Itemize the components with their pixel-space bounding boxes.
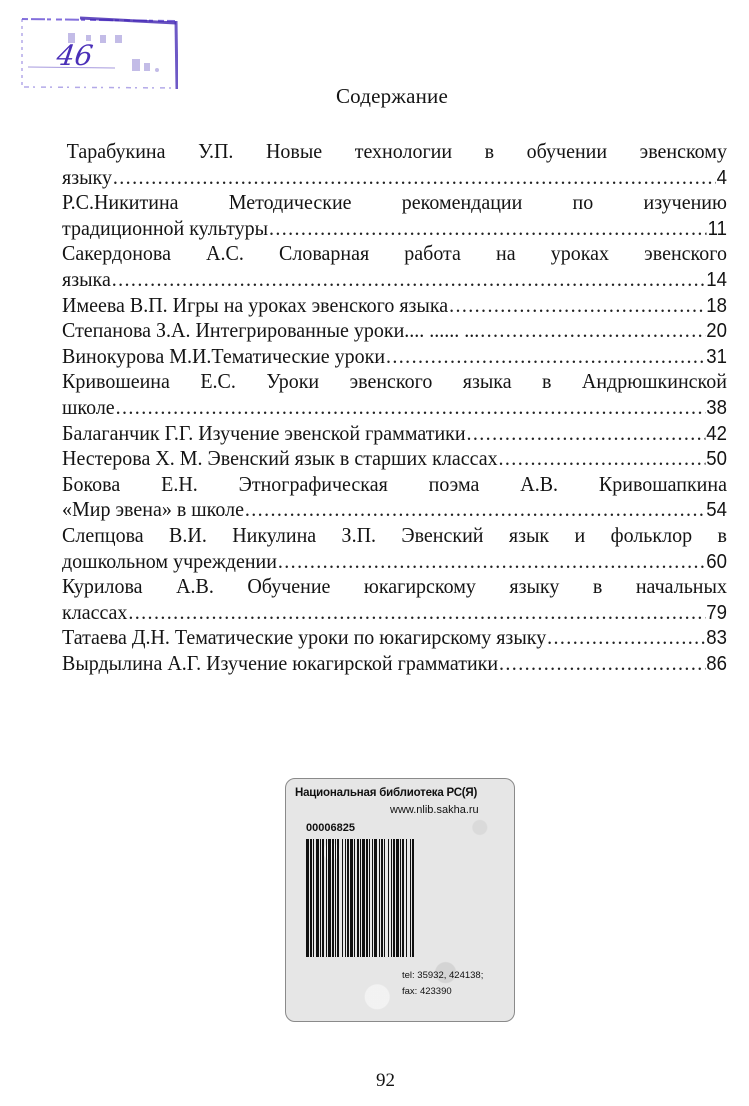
barcode-bar xyxy=(320,839,321,957)
toc-leader-dots xyxy=(245,497,705,523)
toc-entry-text: языку xyxy=(62,164,112,189)
barcode-bar xyxy=(384,839,385,957)
toc-leader-dots xyxy=(499,446,706,472)
toc-entry-text: классах xyxy=(62,599,128,624)
toc-entry xyxy=(62,421,727,447)
handwritten-number: 46 xyxy=(54,39,95,72)
toc-entry-text: школе xyxy=(62,394,115,419)
toc-entry-text: дошкольном учреждении xyxy=(62,548,277,573)
barcode-bar xyxy=(400,839,401,957)
barcode-bar xyxy=(350,839,353,957)
toc-entry-last-line xyxy=(62,165,727,191)
toc-page-number: 38 xyxy=(706,396,727,419)
toc-entry-text: Татаева Д.Н. Тематические уроки по юкагирскому языку xyxy=(62,625,547,650)
toc-page-number: 42 xyxy=(706,422,727,445)
toc-entry xyxy=(62,190,727,241)
toc-leader-dots xyxy=(116,395,706,421)
toc-entry-text: Вырдылина А.Г. Изучение юкагирской грамматики xyxy=(62,650,499,675)
barcode-bar xyxy=(332,839,334,957)
barcode-bar xyxy=(322,839,324,957)
toc-page-number: 50 xyxy=(706,448,727,471)
toc-page-number: 79 xyxy=(706,601,727,624)
barcode-bar xyxy=(357,839,359,957)
toc-entry-text: Имеева В.П. Игры на уроках эвенского языка xyxy=(62,292,449,317)
barcode-bar xyxy=(402,839,404,957)
toc-page-number: 31 xyxy=(706,345,727,368)
page-number: 92 xyxy=(376,1070,395,1091)
library-name: Национальная библиотека РС(Я) xyxy=(295,787,478,799)
barcode-bar xyxy=(306,839,309,957)
barcode-bar xyxy=(345,839,346,957)
barcode-bar xyxy=(372,839,373,957)
barcode-bar xyxy=(362,839,365,957)
inventory-number: 00006825 xyxy=(306,822,355,834)
toc-page-number: 18 xyxy=(706,294,727,317)
barcode-bar xyxy=(335,839,336,957)
toc-page-number: 14 xyxy=(706,268,727,291)
toc-entry-last-line xyxy=(62,497,727,523)
barcode-bar xyxy=(326,839,327,957)
toc-entry-last-line xyxy=(62,267,727,293)
toc-entry xyxy=(62,241,727,292)
toc-entry xyxy=(62,651,727,677)
barcode-bar xyxy=(342,839,343,957)
barcode xyxy=(306,839,508,959)
barcode-bar xyxy=(391,839,392,957)
toc-page-number: 4 xyxy=(716,166,727,189)
barcode-bar xyxy=(360,839,361,957)
toc-entry-last-line xyxy=(62,421,727,447)
toc-entry-line: Сакердонова А.С. Словарная работа на уроках эвенского xyxy=(62,241,727,266)
toc-page-number: 20 xyxy=(706,320,727,343)
barcode-bar xyxy=(393,839,395,957)
library-stamp xyxy=(20,15,178,91)
toc-entry xyxy=(62,523,727,574)
barcode-bar xyxy=(328,839,331,957)
toc-page-number: 11 xyxy=(707,217,727,240)
toc-entry-text: традиционной культуры xyxy=(62,215,269,240)
barcode-bar xyxy=(316,839,319,957)
toc-leader-dots xyxy=(278,549,705,575)
toc-page-number: 60 xyxy=(706,550,727,573)
toc-entry-last-line xyxy=(62,625,727,651)
toc-entry-line: Тарабукина У.П. Новые технологии в обучении эвенскому xyxy=(66,139,727,163)
table-of-contents xyxy=(62,139,727,676)
barcode-bar xyxy=(366,839,368,957)
barcode-bar xyxy=(379,839,380,957)
toc-page-number: 54 xyxy=(706,499,727,522)
toc-page-number: 83 xyxy=(706,627,727,650)
barcode-bar xyxy=(347,839,349,957)
barcode-bar xyxy=(310,839,312,957)
toc-entry xyxy=(62,446,727,472)
barcode-bar xyxy=(412,839,414,957)
toc-entry-last-line xyxy=(62,549,727,575)
toc-entry-text: «Мир эвена» в школе xyxy=(62,497,244,522)
toc-leader-dots xyxy=(128,600,705,626)
toc-entry-text: языка xyxy=(62,266,111,291)
toc-leader-dots xyxy=(449,293,705,319)
toc-entry xyxy=(62,318,727,344)
toc-entry xyxy=(62,369,727,420)
barcode-bar xyxy=(369,839,370,957)
barcode-bar xyxy=(354,839,355,957)
toc-entry-line: Слепцова В.И. Никулина З.П. Эвенский язык и фольклор в xyxy=(62,522,727,547)
library-url: www.nlib.sakha.ru xyxy=(390,804,479,816)
toc-leader-dots xyxy=(499,651,705,677)
barcode-bar xyxy=(410,839,411,957)
library-fax: fax: 423390 xyxy=(402,986,452,997)
barcode-bar xyxy=(406,839,407,957)
toc-entry-line: Кривошеина Е.С. Уроки эвенского языка в Андрюшкинской xyxy=(62,369,727,394)
barcode-bar xyxy=(388,839,389,957)
toc-leader-dots xyxy=(480,318,705,344)
toc-entry-last-line xyxy=(62,216,727,242)
stamp-frame xyxy=(20,15,178,91)
toc-entry xyxy=(62,293,727,319)
toc-entry-text: Степанова З.А. Интегрированные уроки.... ...... ... xyxy=(62,318,480,343)
toc-entry-last-line xyxy=(62,395,727,421)
toc-leader-dots xyxy=(113,165,716,191)
toc-entry xyxy=(62,472,727,523)
toc-entry-line: Бокова Е.Н. Этнографическая поэма А.В. Кривошапкина xyxy=(62,471,727,496)
toc-page-number: 86 xyxy=(706,652,727,675)
library-tel: tel: 35932, 424138; xyxy=(402,970,484,981)
page-title: Содержание xyxy=(335,84,449,108)
toc-leader-dots xyxy=(112,267,706,293)
toc-entry-last-line xyxy=(62,651,727,677)
toc-leader-dots xyxy=(466,421,705,447)
toc-entry xyxy=(62,625,727,651)
toc-entry-line: Курилова А.В. Обучение юкагирскому языку в начальных xyxy=(62,574,727,599)
toc-entry-text: Винокурова М.И.Тематические уроки xyxy=(62,343,386,368)
toc-leader-dots xyxy=(269,216,707,242)
toc-entry-last-line xyxy=(62,600,727,626)
barcode-bar xyxy=(337,839,339,957)
toc-entry xyxy=(62,344,727,370)
toc-entry-last-line xyxy=(62,293,727,319)
barcode-bar xyxy=(313,839,314,957)
toc-entry-line: Р.С.Никитина Методические рекомендации по изучению xyxy=(62,190,727,215)
toc-entry-text: Нестерова Х. М. Эвенский язык в старших классах xyxy=(62,446,498,471)
barcode-bar xyxy=(381,839,383,957)
toc-leader-dots xyxy=(386,344,705,370)
library-barcode-label xyxy=(285,778,515,1022)
toc-entry-last-line xyxy=(62,318,727,344)
toc-entry xyxy=(62,139,727,190)
barcode-bar xyxy=(396,839,399,957)
toc-entry-text: Балаганчик Г.Г. Изучение эвенской грамматики xyxy=(62,420,466,445)
toc-entry xyxy=(62,574,727,625)
barcode-bar xyxy=(374,839,377,957)
toc-entry-last-line xyxy=(62,344,727,370)
toc-leader-dots xyxy=(547,625,705,651)
toc-entry-last-line xyxy=(62,446,727,472)
